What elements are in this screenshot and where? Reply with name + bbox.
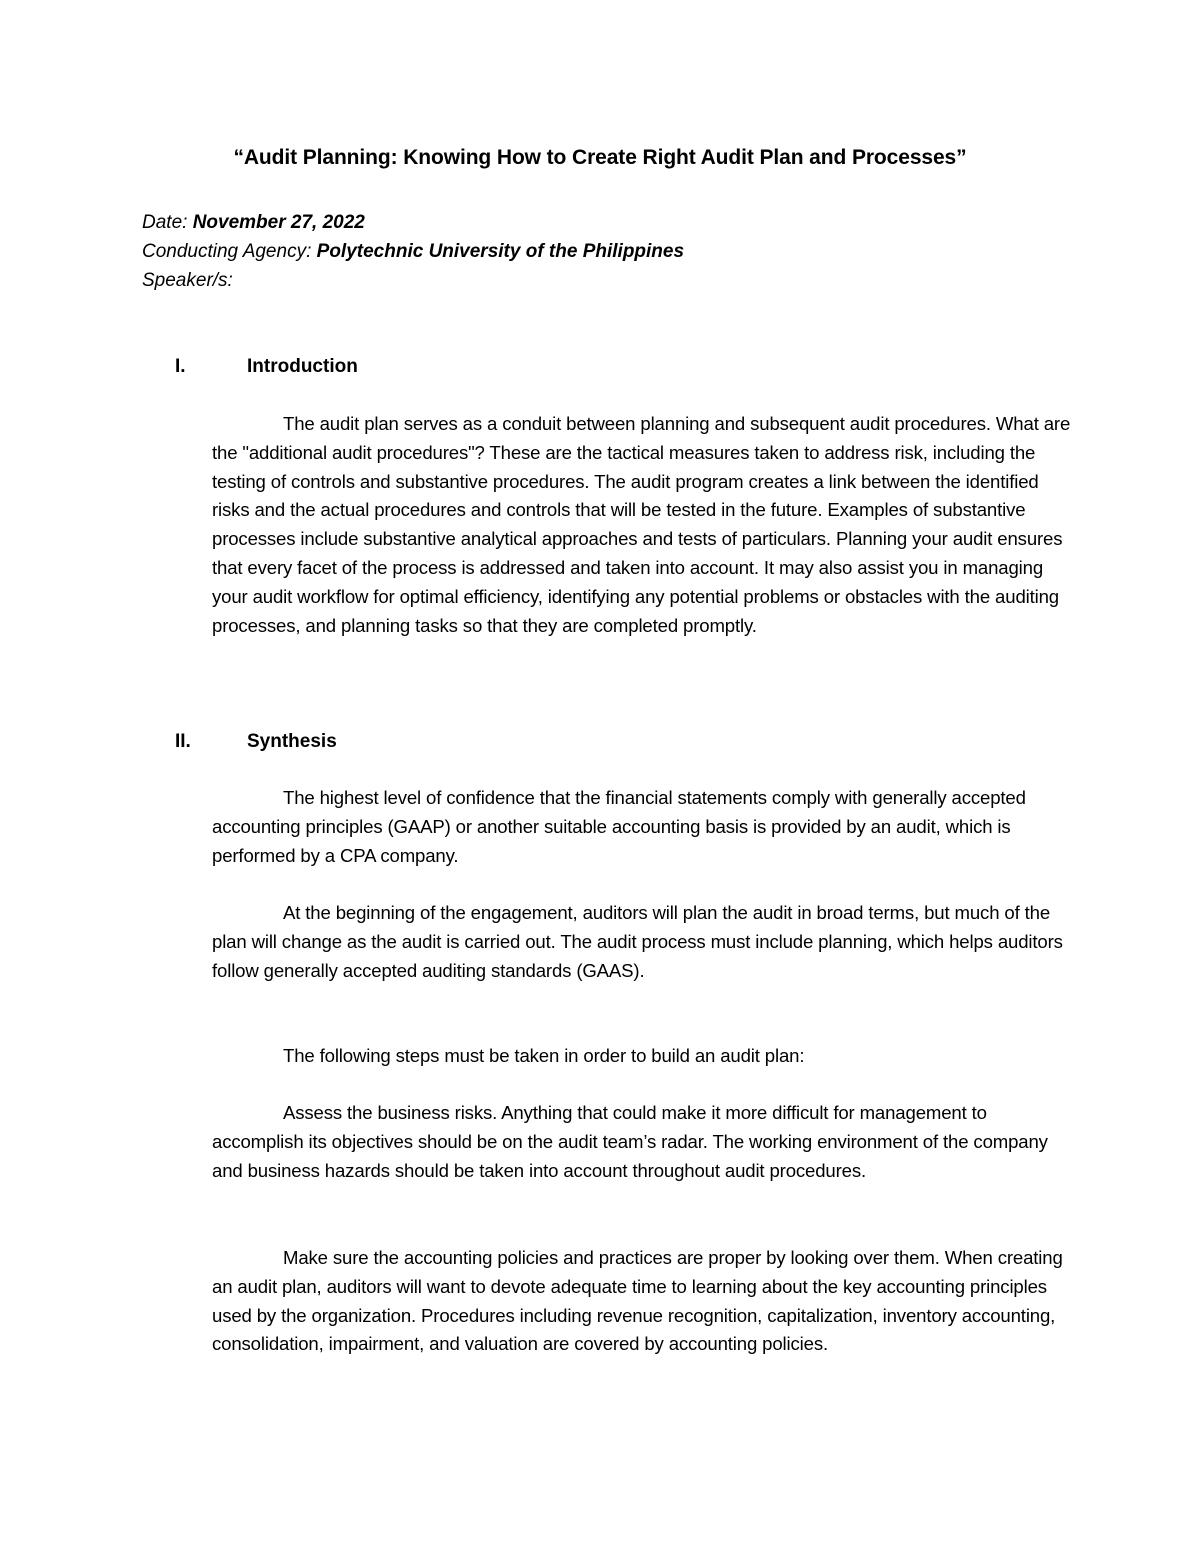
document-meta xyxy=(142,208,1062,295)
date-value: November 27, 2022 xyxy=(192,212,365,233)
paragraph: At the beginning of the engagement, auditors will plan the audit in broad terms, but much of the plan will change as the audit is carried out. The audit process must include planning, which helps auditors follow generally accepted auditing standards (GAAS). xyxy=(212,902,1063,981)
section-number: I. xyxy=(175,356,186,377)
speaker-label: Speaker/s: xyxy=(142,270,233,291)
paragraph: Assess the business risks. Anything that could make it more difficult for management to accomplish its objectives should be on the audit team’s radar. The working environment of the company and business hazards should be taken into account throughout audit procedures. xyxy=(212,1102,1048,1181)
date-label: Date: xyxy=(142,212,193,233)
paragraph: Make sure the accounting policies and practices are proper by looking over them. When creating an audit plan, auditors will want to devote adequate time to learning about the key accounting principles used by the organization. Procedures including revenue recognition, capitalization, inventory accounting, consolidation, impairment, and valuation are covered by accounting policies. xyxy=(212,1247,1063,1355)
section-heading-introduction xyxy=(175,352,358,381)
section-title: Introduction xyxy=(247,356,358,377)
section-number: II. xyxy=(175,731,191,752)
section-heading-synthesis xyxy=(175,727,337,756)
document-title: “Audit Planning: Knowing How to Create Right Audit Plan and Processes” xyxy=(233,146,967,169)
section-title: Synthesis xyxy=(247,731,337,752)
date-line xyxy=(142,208,1062,237)
speaker-line xyxy=(142,266,1062,295)
paragraph: The following steps must be taken in order to build an audit plan: xyxy=(283,1045,805,1066)
agency-line xyxy=(142,237,1062,266)
paragraph: The audit plan serves as a conduit between planning and subsequent audit procedures. What are the "additional audit procedures"? These are the tactical measures taken to address risk, including the testing of controls and substantive procedures. The audit program creates a link between the identified risks and the actual procedures and controls that will be tested in the future. Examples of substantive processes include substantive analytical approaches and tests of particulars. Planning your audit ensures that every facet of the process is addressed and taken into account. It may also assist you in managing your audit workflow for optimal efficiency, identifying any potential problems or obstacles with the auditing processes, and planning tasks so that they are completed promptly. xyxy=(212,413,1071,636)
agency-label: Conducting Agency: xyxy=(142,241,317,262)
paragraph: The highest level of confidence that the financial statements comply with generally accepted accounting principles (GAAP) or another suitable accounting basis is provided by an audit, which is performed by a CPA company. xyxy=(212,787,1026,866)
agency-value: Polytechnic University of the Philippines xyxy=(316,241,685,262)
